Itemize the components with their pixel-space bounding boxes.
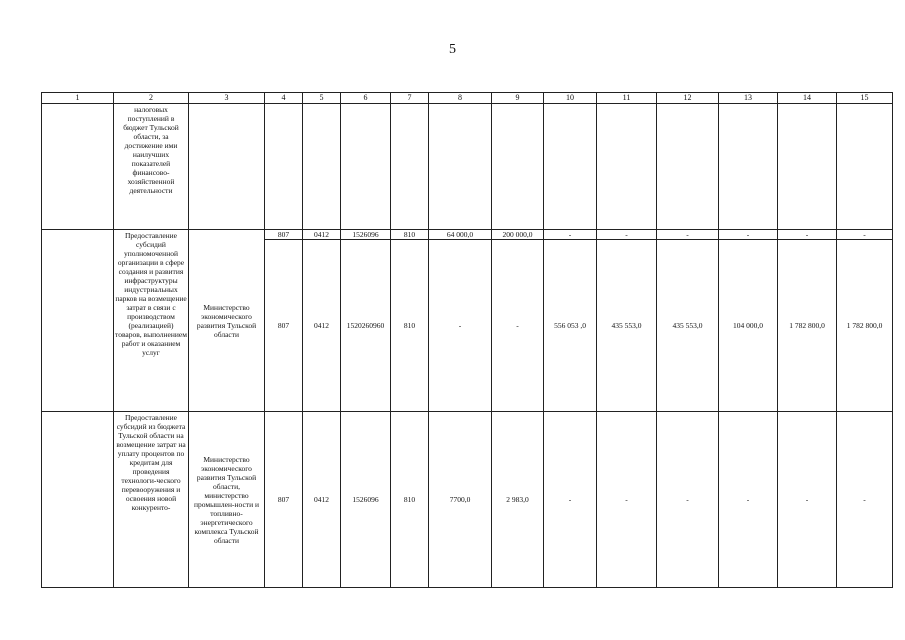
page-number: 5 [449, 42, 456, 57]
table-cell: 807 [265, 230, 303, 240]
table-cell: - [778, 230, 837, 240]
col-header: 7 [391, 93, 429, 104]
table-cell: 7700,0 [429, 412, 492, 588]
table-cell: - [429, 240, 492, 412]
table-cell: - [544, 412, 597, 588]
col-header: 14 [778, 93, 837, 104]
table-row [42, 412, 893, 588]
header-row [42, 93, 893, 104]
table-cell: 104 000,0 [719, 240, 778, 412]
table-cell: 200 000,0 [492, 230, 544, 240]
table-row [42, 104, 893, 230]
table-cell: - [837, 230, 893, 240]
table-cell: 1 782 800,0 [837, 240, 893, 412]
table-cell: 64 000,0 [429, 230, 492, 240]
table-cell: - [837, 412, 893, 588]
table-cell: - [719, 412, 778, 588]
table-cell: 2 983,0 [492, 412, 544, 588]
col-header: 8 [429, 93, 492, 104]
table-cell: 1526096 [341, 230, 391, 240]
ministry-cell: Министерство экономического развития Тульской области [189, 230, 265, 412]
table-cell: 810 [391, 412, 429, 588]
col-header: 9 [492, 93, 544, 104]
table-cell: - [544, 230, 597, 240]
col-header: 1 [42, 93, 114, 104]
row-description: Предоставление субсидий из бюджета Тульской области на возмещение затрат на уплату процентов по кредитам для проведения технологи-ческого перевооружения и освоения новой конкуренто- [114, 412, 189, 588]
table-cell: 0412 [303, 412, 341, 588]
col-header: 12 [657, 93, 719, 104]
row-description: Предоставление субсидий уполномоченной организации в сфере создания и развития инфраструктуры индустриальных парков на возмещение затрат в связи с производством (реализацией) товаров, выполнением работ и оказанием услуг [114, 230, 189, 412]
table-cell: - [597, 230, 657, 240]
table-cell: 807 [265, 412, 303, 588]
table-row [42, 230, 893, 240]
table-cell: - [597, 412, 657, 588]
col-header: 6 [341, 93, 391, 104]
table-cell: 0412 [303, 230, 341, 240]
table-cell: 435 553,0 [657, 240, 719, 412]
col-header: 11 [597, 93, 657, 104]
col-header: 15 [837, 93, 893, 104]
table-cell: 807 [265, 240, 303, 412]
col-header: 10 [544, 93, 597, 104]
table-cell: - [719, 230, 778, 240]
row-description: налоговых поступлений в бюджет Тульской области, за достижение ими наилучших показателей финансово-хозяйственной деятельности [114, 104, 189, 230]
col-header: 13 [719, 93, 778, 104]
table-cell: - [778, 412, 837, 588]
table-cell: 1 782 800,0 [778, 240, 837, 412]
table-cell: - [657, 230, 719, 240]
table-cell: - [657, 412, 719, 588]
table-cell: 556 053 ,0 [544, 240, 597, 412]
col-header: 2 [114, 93, 189, 104]
table-cell: 435 553,0 [597, 240, 657, 412]
table-cell: 0412 [303, 240, 341, 412]
table-cell: 1520260960 [341, 240, 391, 412]
col-header: 4 [265, 93, 303, 104]
table-cell: 810 [391, 240, 429, 412]
table-cell: - [492, 240, 544, 412]
ministry-cell: Министерство экономического развития Тульской области, министерство промышлен-ности и топливно-энергетического комплекса Тульской области [189, 412, 265, 588]
col-header: 5 [303, 93, 341, 104]
table-cell: 810 [391, 230, 429, 240]
col-header: 3 [189, 93, 265, 104]
table-cell: 1526096 [341, 412, 391, 588]
budget-table [41, 92, 893, 588]
